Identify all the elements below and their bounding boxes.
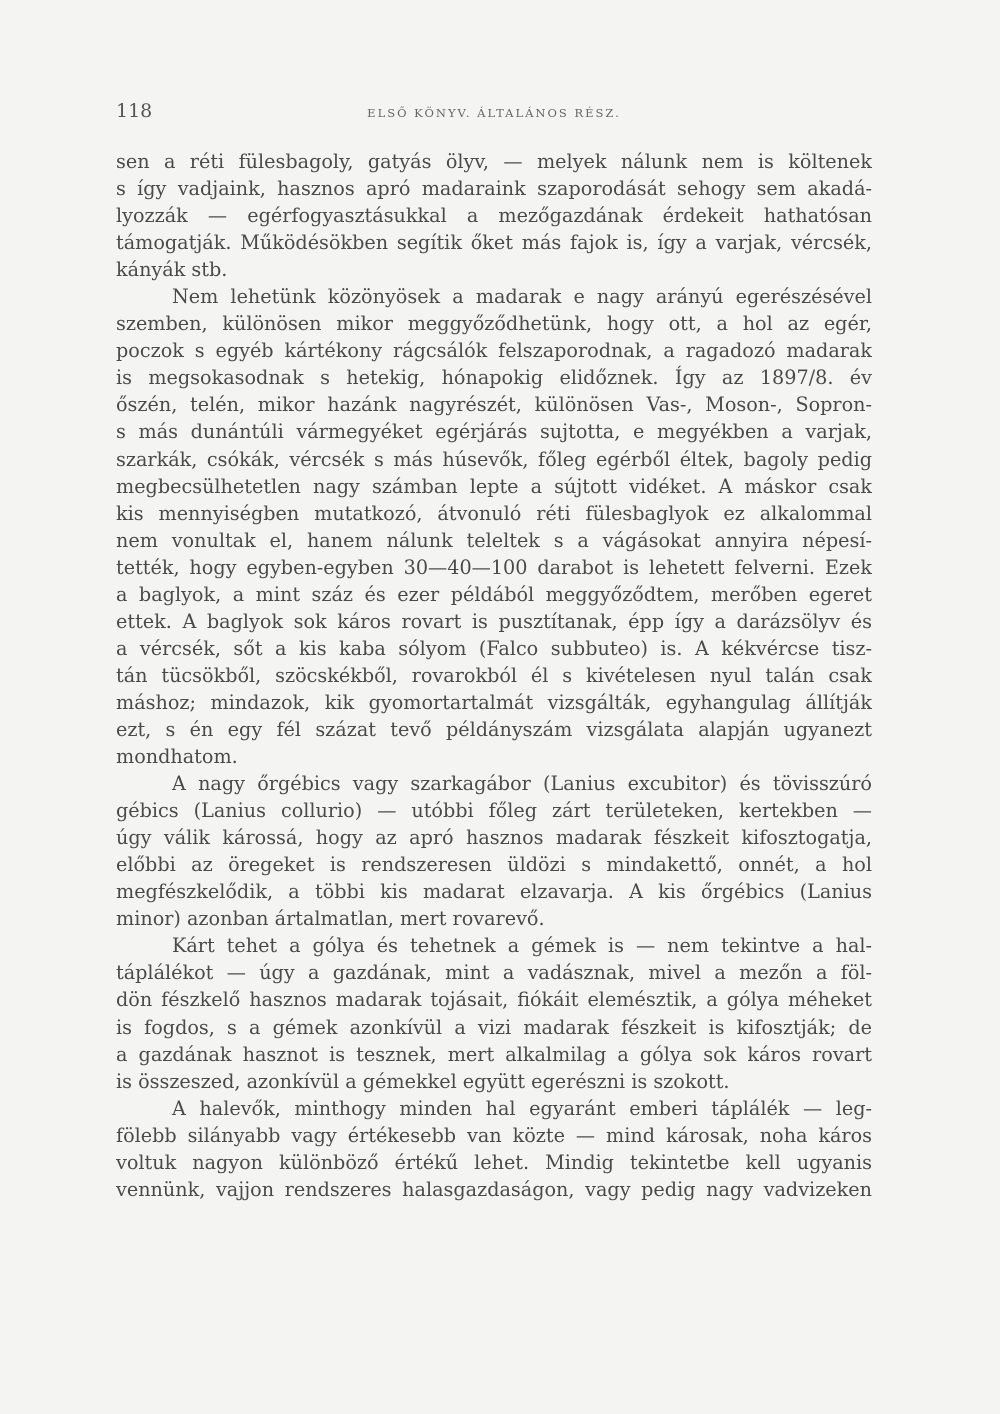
text-line: megbecsülhetetlen nagy számban lepte a sújtott vidéket. A máskor csak	[116, 474, 872, 498]
text-line: dön fészkelő hasznos madarak tojásait, fiókáit elemésztik, a gólya méheket	[116, 988, 872, 1012]
text-line: a baglyok, a mint száz és ezer példából meggyőződtem, merőben egeret	[116, 582, 872, 606]
text-line: táplálékot — úgy a gazdának, mint a vadásznak, mivel a mezőn a föl-	[116, 961, 872, 985]
text-line: kis mennyiségben mutatkozó, átvonuló réti fülesbaglyok ez alkalommal	[116, 501, 872, 525]
text-line: lyozzák — egérfogyasztásukkal a mezőgazdának érdekeit hathatósan	[116, 204, 872, 228]
text-line: őszén, telén, mikor hazánk nagyrészét, különösen Vas-, Moson-, Sopron-	[116, 393, 872, 417]
text-line: a vércsék, sőt a kis kaba sólyom (Falco subbuteo) is. A kékvércse tisz-	[116, 636, 872, 660]
text-line: kányák stb.	[116, 258, 228, 282]
text-line: A halevők, minthogy minden hal egyaránt emberi táplálék — leg-	[172, 1096, 872, 1120]
text-line: nem vonultak el, hanem nálunk teleltek s a vágásokat annyira népesí-	[116, 528, 872, 552]
text-line: a gazdának hasznot is tesznek, mert alkalmilag a gólya sok káros rovart	[116, 1042, 872, 1066]
text-line: tették, hogy egyben-egyben 30—40—100 darabot is lehetett felverni. Ezek	[116, 555, 872, 579]
text-line: is összeszed, azonkívül a gémekkel együtt egerészni is szokott.	[116, 1069, 730, 1093]
text-line: szemben, különösen mikor meggyőződhetünk, hogy ott, a hol az egér,	[116, 312, 872, 336]
text-line: ettek. A baglyok sok káros rovart is pusztítanak, épp így a darázsölyv és	[116, 609, 872, 633]
page-header	[116, 100, 872, 130]
text-line: A nagy őrgébics vagy szarkagábor (Lanius excubitor) és tövisszúró	[172, 772, 872, 796]
paragraph	[116, 932, 872, 1094]
text-line: ezt, s én egy fél százat tevő példányszám vizsgálata alapján ugyanezt	[116, 717, 872, 741]
body-text	[116, 148, 872, 1203]
text-line: poczok s egyéb kártékony rágcsálók felszaporodnak, a ragadozó madarak	[116, 339, 872, 363]
text-line: gébics (Lanius collurio) — utóbbi főleg zárt területeken, kertekben —	[116, 799, 872, 823]
text-line: s így vadjaink, hasznos apró madaraink szaporodását sehogy sem akadá-	[116, 177, 872, 201]
text-line: máshoz; mindazok, kik gyomortartalmát vizsgálták, egyhangulag állítják	[116, 690, 872, 714]
text-line: Nem lehetünk közönyösek a madarak e nagy arányú egerészésével	[172, 285, 872, 309]
text-line: fölebb silányabb vagy értékesebb van közte — mind károsak, noha káros	[116, 1123, 872, 1147]
text-line: szarkák, csókák, vércsék s más húsevők, főleg egérből éltek, bagoly pedig	[116, 447, 872, 471]
running-head: ELSŐ KÖNYV. ÁLTALÁNOS RÉSZ.	[367, 106, 621, 120]
paragraph	[116, 148, 872, 283]
text-line: úgy válik károssá, hogy az apró hasznos madarak fészkeit kifosztogatja,	[116, 826, 872, 850]
paragraph	[116, 1095, 872, 1203]
text-line: mondhatom.	[116, 745, 238, 769]
text-line: megfészkelődik, a többi kis madarat elzavarja. A kis őrgébics (Lanius	[116, 880, 872, 904]
text-line: előbbi az öregeket is rendszeresen üldözi s mindakettő, onnét, a hol	[116, 853, 872, 877]
paragraph	[116, 770, 872, 932]
text-line: sen a réti fülesbagoly, gatyás ölyv, — melyek nálunk nem is költenek	[116, 150, 872, 173]
text-line: voltuk nagyon különböző értékű lehet. Mindig tekintetbe kell ugyanis	[116, 1150, 872, 1174]
text-line: vennünk, vajjon rendszeres halasgazdaságon, vagy pedig nagy vadvizeken	[116, 1177, 872, 1201]
text-line: s más dunántúli vármegyéket egérjárás sujtotta, e megyékben a varjak,	[116, 420, 872, 444]
text-line: támogatják. Működésökben segítik őket más fajok is, így a varjak, vércsék,	[116, 231, 872, 255]
text-line: is fogdos, s a gémek azonkívül a vizi madarak fészkeit is kifosztják; de	[116, 1015, 872, 1039]
text-line: is megsokasodnak s hetekig, hónapokig elidőznek. Így az 1897/8. év	[116, 366, 872, 390]
paragraph	[116, 283, 872, 770]
page-number: 118	[116, 100, 153, 122]
text-line: Kárt tehet a gólya és tehetnek a gémek is — nem tekintve a hal-	[172, 934, 872, 958]
text-line: tán tücsökből, szöcskékből, rovarokból él s kivételesen nyul talán csak	[116, 663, 872, 687]
text-line: minor) azonban ártalmatlan, mert rovarevő.	[116, 907, 545, 931]
